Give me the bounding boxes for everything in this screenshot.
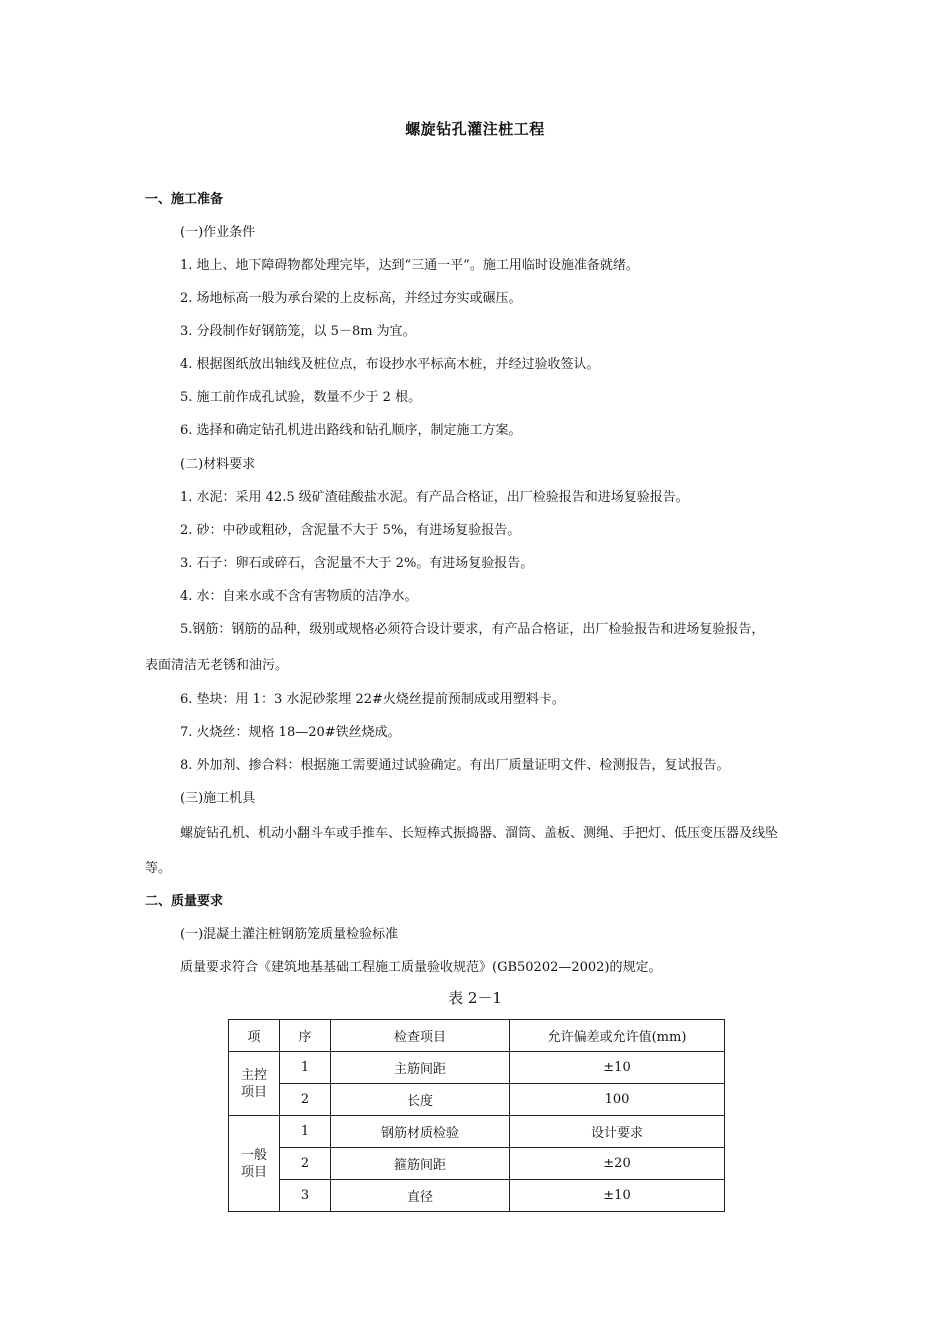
table-row	[229, 1116, 725, 1148]
work-condition-item: 1. 地上、地下障碍物都处理完毕，达到“三通一平”。施工用临时设施准备就绪。	[180, 258, 639, 273]
table-cell: 100	[510, 1084, 725, 1116]
material-item: 6. 垫块：用 1：3 水泥砂浆埋 22#火烧丝提前预制成或用塑料卡。	[180, 692, 565, 707]
material-item: 8. 外加剂、掺合料：根据施工需要通过试验确定。有出厂质量证明文件、检测报告，复试报告。	[180, 758, 730, 773]
table-row	[229, 1180, 725, 1212]
material-item: 4. 水：自来水或不含有害物质的洁净水。	[180, 589, 418, 604]
group-label-line: 一般	[240, 1147, 267, 1163]
table-cell: 2	[280, 1084, 331, 1116]
table-cell: ±10	[510, 1180, 725, 1212]
table-row	[229, 1148, 725, 1180]
group-label-line: 项目	[240, 1084, 267, 1100]
material-item: 1. 水泥：采用 42.5 级矿渣硅酸盐水泥。有产品合格证，出厂检验报告和进场复验报告。	[180, 490, 689, 505]
table-row	[229, 1084, 725, 1116]
machinery-text: 螺旋钻孔机、机动小翻斗车或手推车、长短棒式振捣器、溜筒、盖板、测绳、手把灯、低压变压器及线坠	[180, 826, 779, 841]
document-title: 螺旋钻孔灌注桩工程	[405, 120, 545, 138]
table-cell: 直径	[331, 1180, 510, 1212]
table-cell: 长度	[331, 1084, 510, 1116]
table-group-label	[229, 1052, 280, 1116]
work-condition-item: 4. 根据图纸放出轴线及桩位点，布设抄水平标高木桩，并经过验收签认。	[180, 357, 600, 372]
table-cell: 箍筋间距	[331, 1148, 510, 1180]
table-cell: 主筋间距	[331, 1052, 510, 1084]
table-group-label	[229, 1116, 280, 1212]
table-header-cell: 允许偏差或允许值(mm)	[510, 1020, 725, 1052]
table-cell: 设计要求	[510, 1116, 725, 1148]
table-cell: 钢筋材质检验	[331, 1116, 510, 1148]
work-condition-item: 3. 分段制作好钢筋笼，以 5－8m 为宜。	[180, 324, 416, 339]
work-condition-item: 2. 场地标高一般为承台梁的上皮标高，并经过夯实或碾压。	[180, 291, 522, 306]
subsection-heading-materials: (二)材料要求	[180, 457, 256, 472]
table-cell: ±20	[510, 1148, 725, 1180]
material-item: 3. 石子：卵石或碎石，含泥量不大于 2%。有进场复验报告。	[180, 556, 534, 571]
table-row	[229, 1052, 725, 1084]
section-heading-quality: 二、质量要求	[145, 894, 224, 909]
material-item: 2. 砂：中砂或粗砂，含泥量不大于 5%，有进场复验报告。	[180, 523, 521, 538]
section-heading-preparation: 一、施工准备	[145, 192, 224, 207]
table-cell: ±10	[510, 1052, 725, 1084]
subsection-heading-work-conditions: (一)作业条件	[180, 225, 256, 240]
material-item-rebar-continued: 表面清洁无老锈和油污。	[145, 658, 289, 673]
table-header-row	[229, 1020, 725, 1052]
table-cell: 1	[280, 1052, 331, 1084]
subsection-heading-machinery: (三)施工机具	[180, 791, 256, 806]
material-item: 7. 火烧丝：规格 18—20#铁丝烧成。	[180, 725, 401, 740]
group-label-line: 项目	[240, 1164, 267, 1180]
group-label-line: 主控	[240, 1067, 267, 1083]
table-cell: 1	[280, 1116, 331, 1148]
table-header-cell: 项	[229, 1020, 280, 1052]
table-caption: 表 2－1	[448, 989, 502, 1007]
table-header-cell: 检查项目	[331, 1020, 510, 1052]
table-header-cell: 序	[280, 1020, 331, 1052]
table-cell: 3	[280, 1180, 331, 1212]
work-condition-item: 5. 施工前作成孔试验，数量不少于 2 根。	[180, 390, 422, 405]
quality-requirement-text: 质量要求符合《建筑地基基础工程施工质量验收规范》(GB50202—2002)的规定。	[180, 960, 662, 975]
subsection-heading-cage-inspection: (一)混凝土灌注桩钢筋笼质量检验标准	[180, 927, 399, 942]
table-cell: 2	[280, 1148, 331, 1180]
work-condition-item: 6. 选择和确定钻孔机进出路线和钻孔顺序，制定施工方案。	[180, 423, 522, 438]
material-item-rebar: 5.钢筋：钢筋的品种，级别或规格必须符合设计要求，有产品合格证，出厂检验报告和进场复验报告，	[180, 622, 765, 637]
inspection-standard-table	[228, 1019, 725, 1212]
machinery-text-continued: 等。	[145, 861, 172, 876]
